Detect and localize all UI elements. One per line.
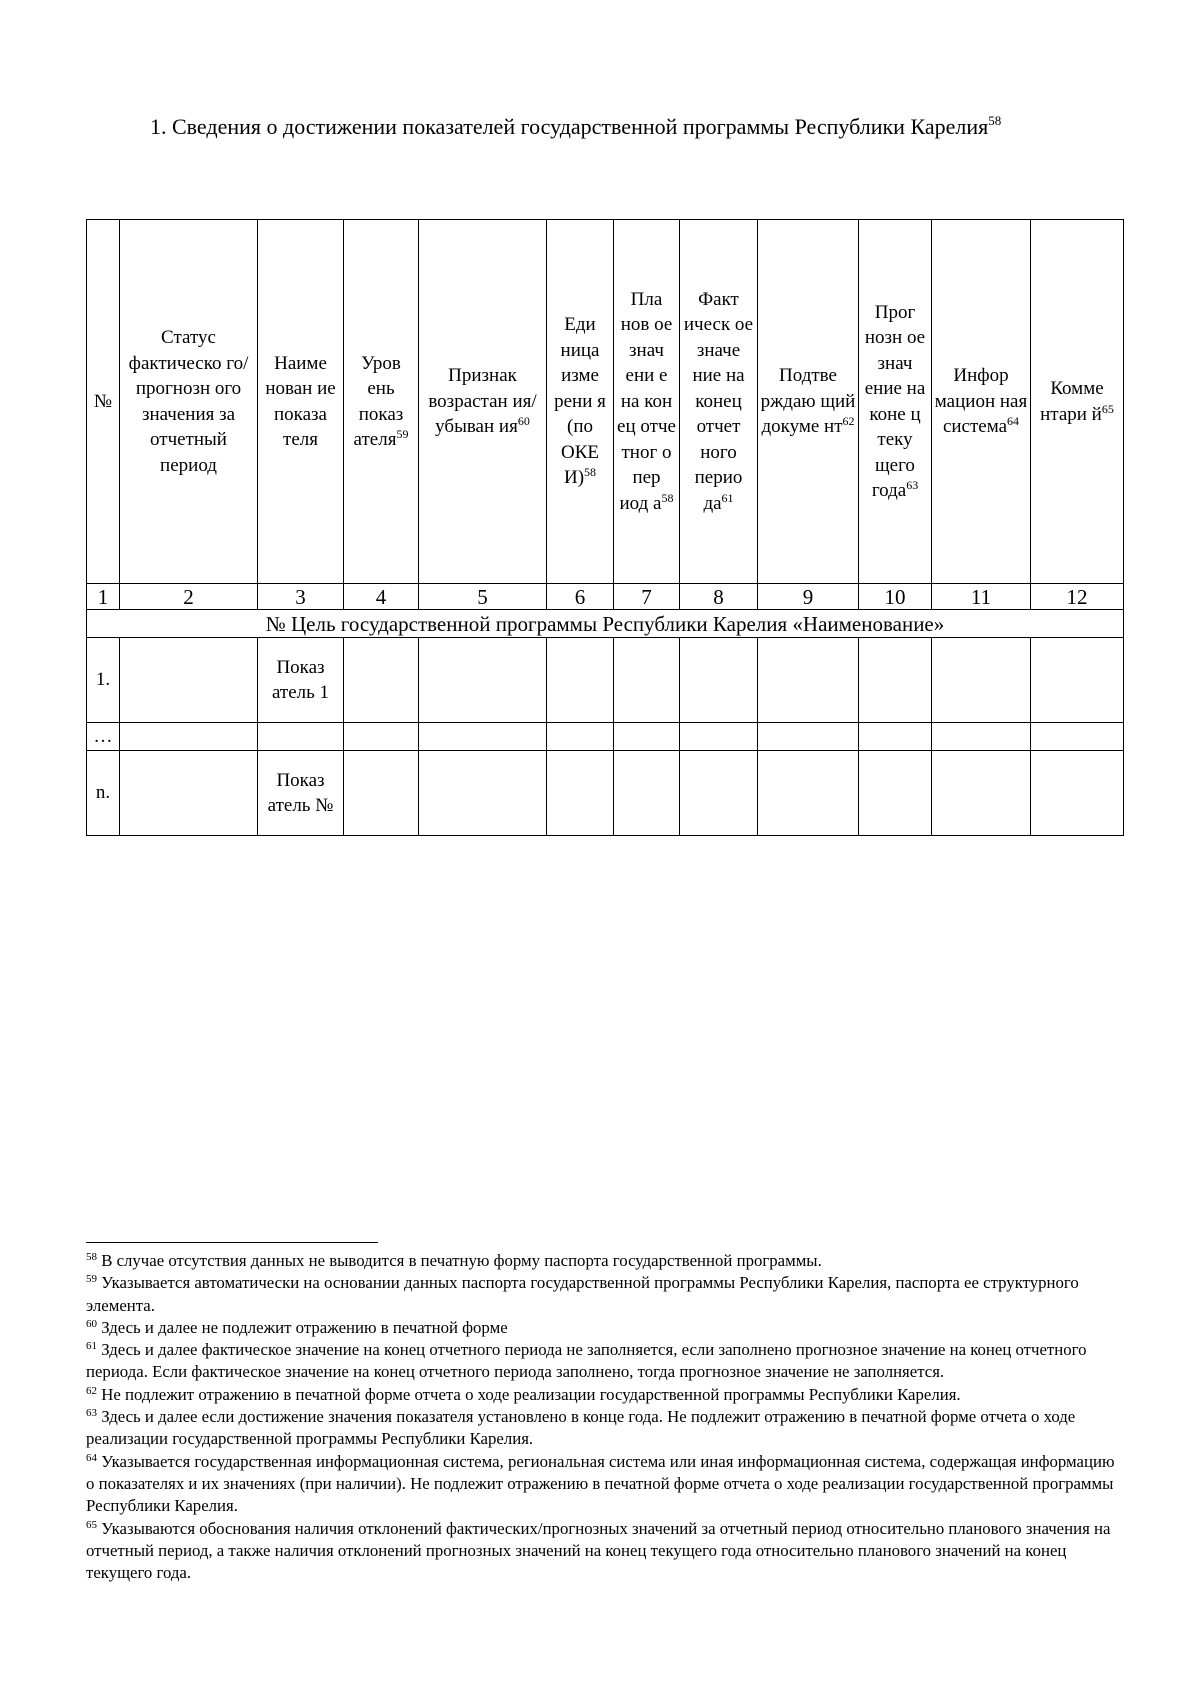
- column-number: 12: [1031, 584, 1124, 610]
- table-cell: [419, 723, 547, 751]
- table-cell: [120, 638, 258, 723]
- table-cell: [859, 751, 932, 836]
- header-cell: Подтве рждаю щий докуме нт$^{62}$: [758, 220, 859, 584]
- footnote-text: Указывается государственная информационная система, региональная система или иная информационная система, содержащая информацию о показателях и их значениях (при наличии). Не подлежит отражению в печатной форме отчета о ходе реализации государственной программы Республики Карелия.: [86, 1451, 1115, 1516]
- footnote: [86, 1317, 1126, 1339]
- footnote-ref: 58: [661, 490, 674, 505]
- table-cell: [120, 723, 258, 751]
- table-cell: [859, 723, 932, 751]
- footnote-text: Не подлежит отражению в печатной форме отчета о ходе реализации государственной программы Республики Карелия.: [101, 1384, 961, 1404]
- header-cell: Пла нов ое знач ени е на кон ец отче тног о пер иод а$^{58}$: [614, 220, 680, 584]
- column-number: 9: [758, 584, 859, 610]
- header-cell: Факт ическ ое значе ние на конец отчет ного перио да$^{61}$: [680, 220, 758, 584]
- column-numbers-row: [87, 584, 1124, 610]
- header-cell: Уров ень показ ателя$^{59}$: [344, 220, 419, 584]
- footnote: [86, 1518, 1126, 1585]
- row-index: 1.: [87, 638, 120, 723]
- table-cell: [120, 751, 258, 836]
- footnote-ref: 64: [1007, 414, 1020, 429]
- table-cell: [547, 751, 614, 836]
- footnote-ref: 58: [584, 465, 597, 480]
- footnote-number: 62: [86, 1384, 97, 1397]
- footnote-number: 59: [86, 1273, 97, 1286]
- table-cell: [419, 751, 547, 836]
- footnote-text: Здесь и далее если достижение значения показателя установлено в конце года. Не подлежит отражению в печатной форме отчета о ходе реализации государственной программы Республики Карелия.: [86, 1407, 1076, 1449]
- table-cell: [344, 638, 419, 723]
- footnote-ref: 62: [842, 414, 855, 429]
- column-number: 2: [120, 584, 258, 610]
- footnote: [86, 1451, 1126, 1518]
- indicator-name: Показ атель 1: [258, 638, 344, 723]
- table-cell: [547, 723, 614, 751]
- table-cell: [680, 723, 758, 751]
- table-cell: [344, 751, 419, 836]
- row-index: …: [87, 723, 120, 751]
- column-number: 4: [344, 584, 419, 610]
- footnote-text: Здесь и далее не подлежит отражению в печатной форме: [101, 1317, 508, 1337]
- indicator-name: [258, 723, 344, 751]
- column-number: 5: [419, 584, 547, 610]
- table-cell: [758, 751, 859, 836]
- column-number: 10: [859, 584, 932, 610]
- column-number: 3: [258, 584, 344, 610]
- table-cell: [680, 638, 758, 723]
- header-cell: Еди ница изме рени я (по ОКЕ И)$^{58}$: [547, 220, 614, 584]
- footnote-ref: 65: [1101, 401, 1114, 416]
- footnote-ref: 63: [906, 478, 919, 492]
- footnote-number: 58: [86, 1251, 97, 1263]
- title-text: 1. Сведения о достижении показателей государственной программы Республики Карелия: [150, 114, 989, 139]
- title-footnote-ref: 58: [988, 113, 1002, 128]
- table-cell: [859, 638, 932, 723]
- footnote-text: В случае отсутствия данных не выводится в печатную форму паспорта государственной программы.: [101, 1251, 822, 1270]
- footnote: [86, 1406, 1126, 1451]
- footnote: [86, 1339, 1126, 1384]
- footnote-text: Указывается автоматически на основании данных паспорта государственной программы Республики Карелия, паспорта ее структурного элемента.: [86, 1273, 1079, 1315]
- row-index: n.: [87, 751, 120, 836]
- table-cell: [614, 723, 680, 751]
- table-row: [87, 751, 1124, 836]
- footnote-number: 60: [86, 1317, 97, 1330]
- footnote-number: 61: [86, 1340, 97, 1353]
- table-row: [87, 638, 1124, 723]
- footnote: [86, 1384, 1126, 1406]
- table-cell: [1031, 751, 1124, 836]
- column-number: 8: [680, 584, 758, 610]
- header-cell: Статус фактическо го/прогнозн ого значения за отчетный период: [120, 220, 258, 584]
- goal-row: [87, 610, 1124, 638]
- footnote-ref: 59: [396, 427, 409, 441]
- table-cell: [614, 638, 680, 723]
- footnote-text: Указываются обоснования наличия отклонений фактических/прогнозных значений за отчетный период относительно планового значения на отчетный период, а также наличия отклонений прогнозных значений на конец текущего года относительно планового значений на конец текущего года.: [86, 1518, 1111, 1583]
- footnote-text: Здесь и далее фактическое значение на конец отчетного периода не заполняется, если заполнено прогнозное значение на конец отчетного периода. Если фактическое значение на конец отчетного периода заполнено, тогда прогнозное значение не заполняется.: [86, 1340, 1087, 1382]
- table-cell: [932, 723, 1031, 751]
- column-number: 7: [614, 584, 680, 610]
- header-cell: Прог нозн ое знач ение на коне ц теку щего года$^{63}$: [859, 220, 932, 584]
- table-cell: [758, 723, 859, 751]
- footnote-number: 65: [86, 1518, 97, 1531]
- goal-title: № Цель государственной программы Республики Карелия «Наименование»: [87, 610, 1124, 638]
- header-cell: №: [87, 220, 120, 584]
- table-cell: [758, 638, 859, 723]
- footnote-ref: 61: [721, 490, 734, 505]
- table-cell: [419, 638, 547, 723]
- header-cell: Инфор мацион ная система$^{64}$: [932, 220, 1031, 584]
- footnotes: [86, 1250, 1126, 1584]
- column-number: 6: [547, 584, 614, 610]
- column-number: 11: [932, 584, 1031, 610]
- table-cell: [547, 638, 614, 723]
- footnote-number: 63: [86, 1407, 97, 1420]
- header-cell: Наиме нован ие показа теля: [258, 220, 344, 584]
- footnote-number: 64: [86, 1451, 97, 1464]
- indicator-name: Показ атель №: [258, 751, 344, 836]
- footnote-ref: 60: [517, 414, 530, 429]
- footnote: [86, 1250, 1126, 1272]
- page-title: [150, 114, 1150, 140]
- indicators-table: [86, 219, 1124, 836]
- table-cell: [680, 751, 758, 836]
- table-cell: [1031, 638, 1124, 723]
- table-cell: [932, 751, 1031, 836]
- table-row: [87, 723, 1124, 751]
- header-cell: Комме нтари й$^{65}$: [1031, 220, 1124, 584]
- table-cell: [1031, 723, 1124, 751]
- header-cell: Признак возрастан ия/убыван ия$^{60}$: [419, 220, 547, 584]
- footnote-separator: [86, 1242, 378, 1243]
- table-cell: [932, 638, 1031, 723]
- column-number: 1: [87, 584, 120, 610]
- header-row: [87, 220, 1124, 584]
- footnote: [86, 1272, 1126, 1317]
- table-cell: [614, 751, 680, 836]
- table-cell: [344, 723, 419, 751]
